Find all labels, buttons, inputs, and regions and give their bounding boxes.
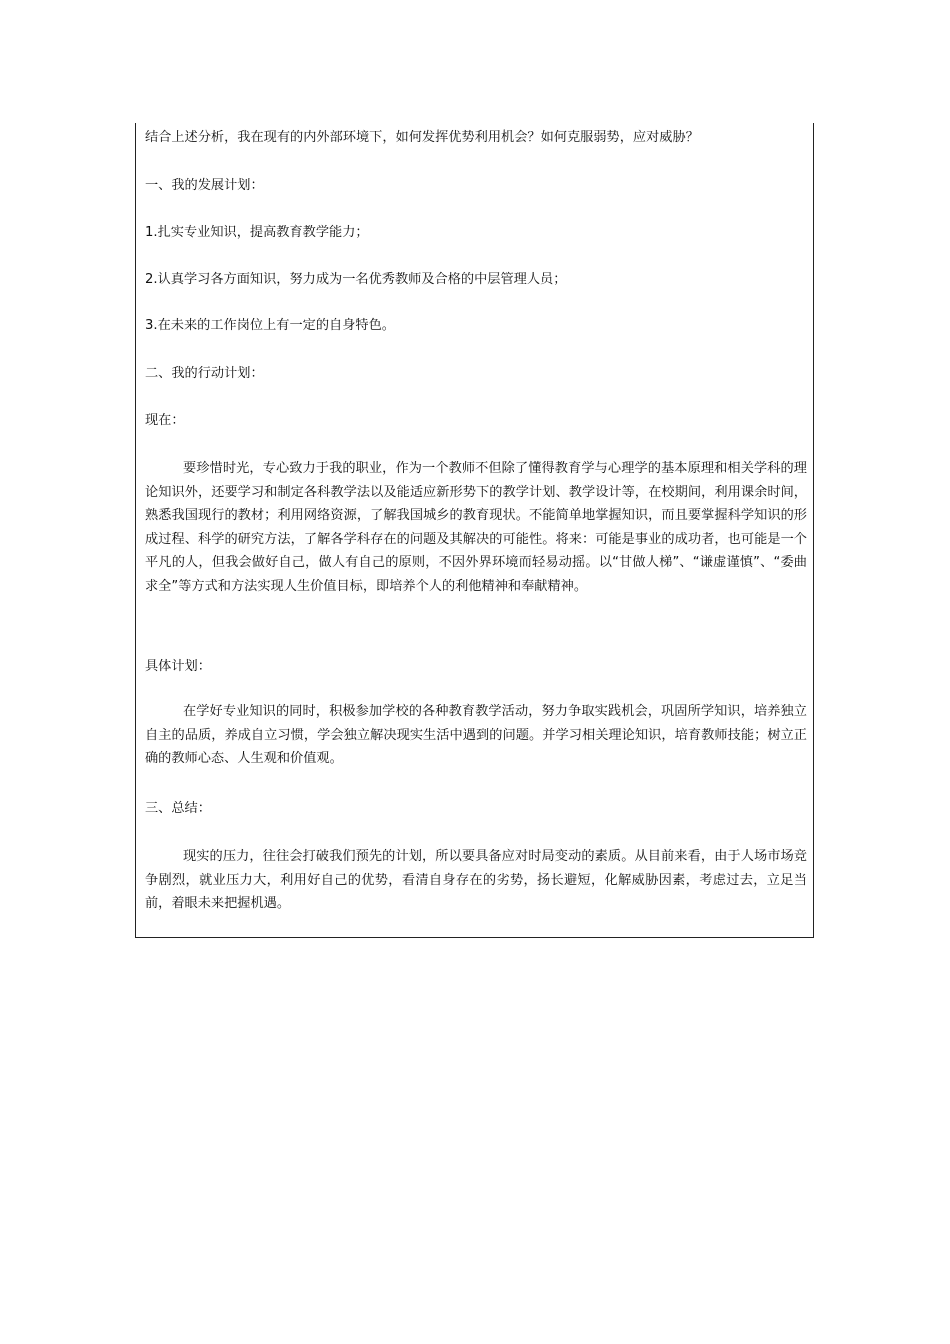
now-label: 现在： (145, 413, 185, 428)
development-plan-heading: 一、我的发展计划： (145, 178, 264, 193)
development-item: 2.认真学习各方面知识，努力成为一名优秀教师及合格的中层管理人员； (145, 272, 567, 287)
now-paragraph: 要珍惜时光，专心致力于我的职业，作为一个教师不但除了懂得教育学与心理学的基本原理和相关学科的理论知识外，还要学习和制定各科教学法以及能适应新形势下的教学计划、教学设计等，在校期间，利用课余时间，熟悉我国现行的教材；利用网络资源，了解我国城乡的教育现状。不能简单地掌握知识，而且要掌握科学知识的形成过程、科学的研究方法，了解各学科存在的问题及其解决的可能性。将来：可能是事业的成功者，也可能是一个平凡的人，但我会做好自己，做人有自己的原则，不因外界环境而轻易动摇。以“甘做人梯”、“谦虚谨慎”、“委曲求全”等方式和方法实现人生价值目标，即培养个人的利他精神和奉献精神。 (145, 461, 807, 594)
summary-paragraph: 现实的压力，往往会打破我们预先的计划，所以要具备应对时局变动的素质。从目前来看，由于人场市场竞争剧烈，就业压力大，利用好自己的优势，看清自身存在的劣势，扬长避短，化解威胁因素，考虑过去，立足当前，着眼未来把握机遇。 (145, 849, 807, 912)
summary-heading: 三、总结： (145, 801, 211, 816)
development-item: 3.在未来的工作岗位上有一定的自身特色。 (145, 318, 395, 333)
action-plan-heading: 二、我的行动计划： (145, 366, 264, 381)
intro-question: 结合上述分析，我在现有的内外部环境下，如何发挥优势利用机会？如何克服弱势，应对威胁？ (145, 130, 699, 145)
specific-plan-label: 具体计划： (145, 659, 211, 674)
development-item: 1.扎实专业知识，提高教育教学能力； (145, 225, 369, 240)
specific-plan-paragraph: 在学好专业知识的同时，积极参加学校的各种教育教学活动，努力争取实践机会，巩固所学知识，培养独立自主的品质，养成自立习惯，学会独立解决现实生活中遇到的问题。并学习相关理论知识，培育教师技能；树立正确的教师心态、人生观和价值观。 (145, 704, 807, 767)
